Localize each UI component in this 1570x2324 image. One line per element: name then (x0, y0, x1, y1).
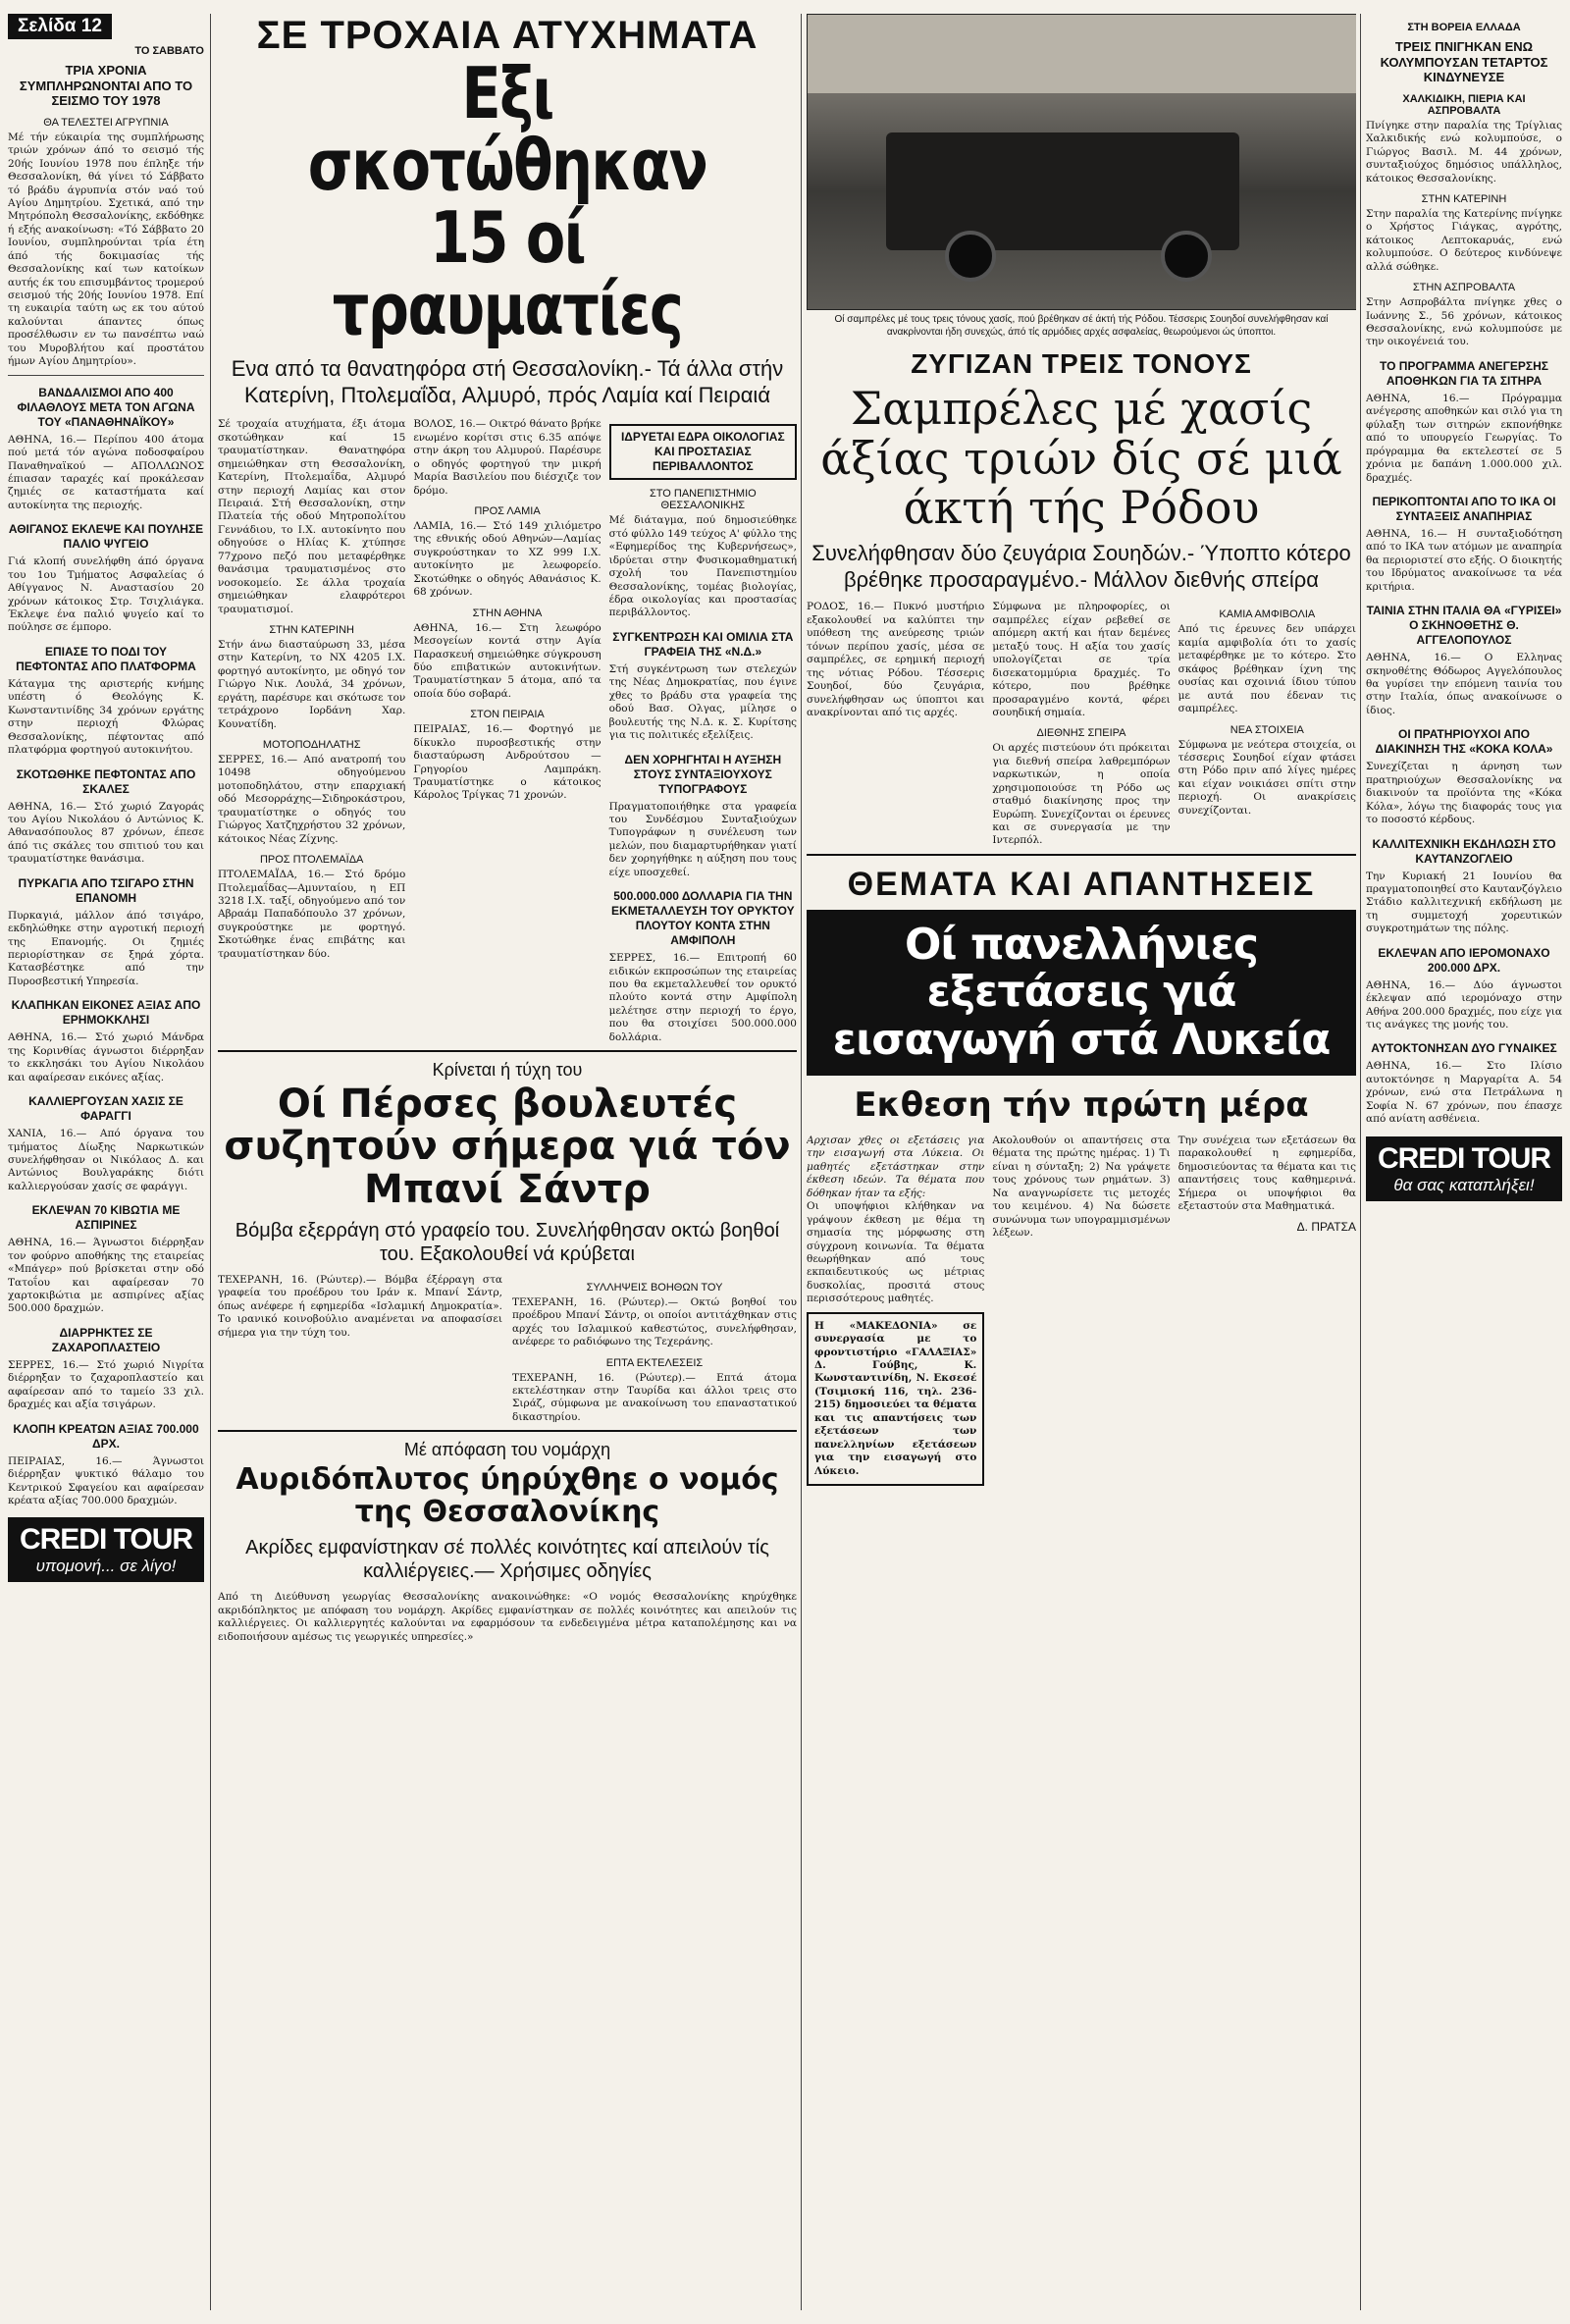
headline: Εκθεση τήν πρώτη μέρα (854, 1085, 1309, 1126)
headline: ΣΚΟΤΩΘΗΚΕ ΠΕΦΤΟΝΤΑΣ ΑΠΟ ΣΚΑΛΕΣ (16, 766, 196, 796)
page-header (8, 14, 204, 39)
headline: Οί Πέρσες βουλευτές συζητούν σήμερα γιά τόν Μπανί Σάντρ (224, 1082, 791, 1212)
headline: ΔΙΑΡΡΗΚΤΕΣ ΣΕ ΖΑΧΑΡΟΠΛΑΣΤΕΙΟ (51, 1325, 161, 1354)
article-body: ΑΘΗΝΑ, 16.— Η συνταξιοδότηση από το ΙΚΑ των ατόμων με αναπηρία θα περιοριστεί στο εξής. Ο διοικητής του Ιδρύματος ανακοίνωσε τα νέα κριτήρια. (1366, 527, 1562, 593)
subheadline: ΔΙΕΘΝΗΣ ΣΠΕΙΡΑ (1036, 727, 1126, 740)
article-body: Από τις έρευνες δεν υπάρχει καμία αμφιβολία ότι το χασίς μεταφέρθηκε με το κότερο. Στο σκάφος βρέθηκαν ίχνη της ουσίας και σχοινιά ίδιου τύπου με αυτά που έδεναν τις σαμπρέλες. (1178, 623, 1356, 715)
headline-kicker: ΣΤΗ ΒΟΡΕΙΑ ΕΛΛΑΔΑ (1407, 22, 1521, 33)
article-body: Στην παραλία της Κατερίνης πνίγηκε ο Χρήστος Γιάγκας, αγρότης, κάτοικος Λεπτοκαρυάς, ενώ κολυμπούσε. Ο δεύτερος κινδύνεψε αλλά σώθηκε. (1366, 207, 1562, 273)
article-body: Συνεχίζεται η άρνηση των πρατηριούχων Θεσσαλονίκης να διακινούν τα προϊόντα της «Κόκα Κόλα», λόγω της διαφοράς τους για το ποσοστό κέρδους. (1366, 761, 1562, 826)
article-column (807, 1135, 984, 1492)
article-body: ΣΕΡΡΕΣ, 16.— Επιτροπή 60 ειδικών εκπροσώπων της εταιρείας που θα εκμεταλλευθεί τον ορυκτό πλούτο κοντά στην Αμφίπολη μελέτησε στην περιοχή το έργο, που θα στοιχίσει 500.000.000 δολλάρια. (608, 952, 797, 1043)
article-body: ΣΕΡΡΕΣ, 16.— Στό χωριό Νιγρίτα διέρρηξαν το ζαχαροπλαστείο και αφαίρεσαν από το ταμείο 33 χιλ. δραχμές και αξία τσιγάρων. (8, 1358, 204, 1411)
ad-title: CREDI TOUR (1377, 1141, 1551, 1175)
article-columns (218, 1274, 797, 1425)
article-intro: Αρχισαν χθες οι εξετάσεις για την εισαγωγή στα Λύκεια. Οι μαθητές εξετάστηκαν στην έκθεση ιδεών. Τα θέματα που δόθηκαν ήταν τα εξής: (807, 1135, 985, 1199)
ad-subtitle: υπομονή... σε λίγο! (35, 1557, 177, 1576)
headline: ΤΟ ΠΡΟΓΡΑΜΜΑ ΑΝΕΓΕΡΣΗΣ ΑΠΟΘΗΚΩΝ ΓΙΑ ΤΑ ΣΙΤΗΡΑ (1380, 358, 1548, 388)
headline: ΔΕΝ ΧΟΡΗΓΗΤΑΙ Η ΑΥΞΗΣΗ ΣΤΟΥΣ ΣΥΝΤΑΞΙΟΥΧΟΥΣ ΤΥΠΟΓΡΑΦΟΥΣ (624, 752, 782, 796)
article-columns (807, 601, 1356, 847)
subheadline: ΚΑΜΙΑ ΑΜΦΙΒΟΛΙΑ (1219, 608, 1316, 621)
subheadline: ΠΡΟΣ ΠΤΟΛΕΜΑΪΔΑ (259, 854, 364, 867)
article-body: Ακολουθούν οι απαντήσεις στα θέματα της πρώτης ημέρας. 1) Τι είναι η σύνταξη; 2) Να γράψετε τους χρόνους των ρημάτων. 3) Να αναγνωρίσετε τις μετοχές του κειμένου. 4) Να δώσετε συνώνυμα των υπογραμμισμένων λέξεων. (992, 1135, 1171, 1240)
article-body: Πραγματοποιήθηκε στα γραφεία του Συνδέσμου Συνταξιούχων Τυπογράφων η συνέλευση των μελών, που διαμαρτυρήθηκαν γιατί δεν χορηγήθηκε η αύξηση που τους είχε υποσχεθεί. (608, 800, 797, 878)
boxed-article (609, 424, 797, 480)
headline: ΤΡΙΑ ΧΡΟΝΙΑ ΣΥΜΠΛΗΡΩΝΟΝΤΑΙ ΑΠΟ ΤΟ ΣΕΙΣΜΟ ΤΟΥ 1978 (19, 63, 193, 109)
divider (218, 1430, 797, 1432)
subheadline: ΣΥΛΛΗΨΕΙΣ ΒΟΗΘΩΝ ΤΟΥ (586, 1281, 723, 1294)
article-column (1178, 601, 1356, 847)
article-body: Στην Ασπροβάλτα πνίγηκε χθες ο Ιωάννης Σ., 56 χρόνων, κάτοικος Θεσσαλονίκης, ενώ κολυμπούσε με την οικογένειά του. (1366, 296, 1562, 348)
right-column (1366, 14, 1562, 1201)
headline: ΚΑΛΛΙΕΡΓΟΥΣΑΝ ΧΑΣΙΣ ΣΕ ΦΑΡΑΓΓΙ (28, 1094, 183, 1124)
article-body: ΣΕΡΡΕΣ, 16.— Από ανατροπή του 10498 οδηγούμενου μοτοποδηλάτου, στην επαρχιακή οδό Μεσορράχης—Σιδηροκάστρου, τραυματίστηκε ο οδηγός του Γιώργος Χατζηχρήστου 32 χρόνων, κάτοικος Νέας Ζίχνης. (218, 754, 406, 845)
article-column (992, 601, 1170, 847)
news-photo (807, 14, 1356, 310)
article-body: Την συνέχεια των εξετάσεων θα παρακολουθεί η εφημερίδα, δημοσιεύοντας τα θέματα και τις απαντήσεις τους καθημερινά. Σήμερα οι υποψήφιοι θα εξεταστούν στα Μαθηματικά. (1178, 1135, 1356, 1213)
headline: ΕΚΛΕΨΑΝ 70 ΚΙΒΩΤΙΑ ΜΕ ΑΣΠΙΡΙΝΕΣ (31, 1203, 181, 1233)
subheadline: ΣΤΗΝ ΑΣΠΡΟΒΑΛΤΑ (1412, 282, 1516, 294)
headline: ΣΥΓΚΕΝΤΡΩΣΗ ΚΑΙ ΟΜΙΛΙΑ ΣΤΑ ΓΡΑΦΕΙΑ ΤΗΣ «Ν.Δ.» (612, 629, 794, 659)
column-rule (801, 14, 802, 2310)
article-body: ΑΘΗΝΑ, 16.— Πρόγραμμα ανέγερσης αποθηκών και σιλό για τη φύλαξη των σιτηρών εκπονήθηκε από το υπουργείο Γεωργίας. Το πρόγραμμα θα εκτελεστεί σε 5 χρόνια με δαπάνη 1.000.000 χιλ. δραχμές. (1366, 392, 1562, 484)
headline-deck: Ακρίδες εμφανίστηκαν σέ πολλές κοινότητες καί απειλούν τίς καλλιέργειες.— Χρήσιμες οδηγίες (245, 1537, 769, 1583)
headline-kicker: ΖΥΓΙΖΑΝ ΤΡΕΙΣ ΤΟΝΟΥΣ (911, 348, 1252, 379)
article-column (609, 418, 797, 1044)
article-body: Από τη Διεύθυνση γεωργίας Θεσσαλονίκης ανακοινώθηκε: «Ο νομός Θεσσαλονίκης κηρύχθηκε ακριδόπληκτος με απόφαση του νομάρχη. Ακρίδες εμφανίστηκαν σε πολλές κοινότητες και απειλούν τις καλλιέργειες. Οι καλλιεργητές καλούνται να εφαρμόσουν τα ενδεδειγμένα μέτρα καταπολέμησης και να ειδοποιήσουν αμέσως τις γεωργικές υπηρεσίες.» (218, 1591, 797, 1643)
article-body: ΤΕΧΕΡΑΝΗ, 16. (Ρώυτερ).— Επτά άτομα εκτελέστηκαν στην Ταυρίδα και άλλοι τρεις στο Σιράζ, σύμφωνα με ανακοίνωση του επαναστατικού δικαστηρίου. (512, 1371, 797, 1423)
article-body: ΑΘΗΝΑ, 16.— Δύο άγνωστοι έκλεψαν από ιερομόναχο στην Αθήνα 200.000 δραχμές, που είχε για τις ανάγκες της μονής του. (1366, 978, 1562, 1031)
advertisement (1366, 1136, 1562, 1201)
headline: ΠΕΡΙΚΟΠΤΟΝΤΑΙ ΑΠΟ ΤΟ ΙΚΑ ΟΙ ΣΥΝΤΑΞΕΙΣ ΑΝΑΠΗΡΙΑΣ (1372, 494, 1556, 523)
article-body: ΒΟΛΟΣ, 16.— Οικτρό θάνατο βρήκε ενωμένο κορίτσι στις 6.35 απόψε στην άκρη του Αλμυρού. Παρέσυρε ο οδηγός φορτηγού την μικρή Μαρία Βασιλείου που διέσχιζε τον δρόμο. (413, 418, 602, 497)
headline-deck: Βόμβα εξερράγη στό γραφείο του. Συνελήφθησαν οκτώ βοηθοί του. Εξακολουθεί νά κρύβεται (235, 1219, 780, 1265)
author-signature: Δ. ΠΡΑΤΣΑ (1296, 1219, 1356, 1234)
article-column (807, 601, 984, 847)
section-banner: ΘΕΜΑΤΑ ΚΑΙ ΑΠΑΝΤΗΣΕΙΣ (847, 865, 1316, 903)
headline-deck: Συνελήφθησαν δύο ζευγάρια Σουηδών.- Ύποπτο κότερο βρέθηκε προσαραγμένο.- Μάλλον διεθνής σπείρα (811, 540, 1351, 592)
column-rule (1360, 14, 1361, 2310)
article-column (218, 418, 405, 1044)
headline-kicker: Κρίνεται ή τύχη του (432, 1060, 583, 1081)
article-column (512, 1274, 797, 1425)
divider (807, 854, 1356, 856)
ad-title: CREDI TOUR (19, 1523, 193, 1557)
divider (8, 375, 204, 376)
left-column (8, 14, 204, 1582)
section-banner: ΣΕ ΤΡΟΧΑΙΑ ΑΤΥΧΗΜΑΤΑ (256, 14, 759, 57)
article-body: ΤΕΧΕΡΑΝΗ, 16. (Ρώυτερ).— Βόμβα έξέρραγη στα γραφεία του προέδρου του Ιράν κ. Μπανί Σάντρ, όπως ανέφερε ή εφημερίδα «Ισλαμική Δημοκρατία». Το ιρανικό κοινοβούλιο αναμένεται να αποφασίσει σήμερα για την τύχη του. (218, 1273, 502, 1339)
photo-caption: Οί σαμπρέλες μέ τους τρεις τόνους χασίς, πού βρέθηκαν σέ άκτή τής Ρόδου. Τέσσερις Σουηδοί συνελήφθησαν καί ανακρίνονται ήδη συνεχώς, άπό τίς αρμόδιες αρχές ασφαλείας, θεωρούμενοι ώς ύποπτοι. (834, 314, 1329, 338)
article-column (413, 418, 601, 1044)
article-body: Στήν άνω διασταύρωση 33, μέσα στην Κατερίνη, το ΝΧ 4205 Ι.Χ. φορτηγό αυτοκίνητο, με οδηγό τον Γιώργο Νικ. Λουλά, 34 χρόνων, εργάτη, παρέσυρε και σκότωσε τον τετράχρονο Ιορδάνη Χαρ. Κουνατίδη. (218, 638, 406, 730)
article-body: Σύμφωνα με πληροφορίες, οι σαμπρέλες είχαν ρεβεθεί σε απόμερη ακτή και ήταν δεμένες μεταξύ τους. Η αξία του χασίς υπολογίζεται σε τρία δισεκατομμύρια δραχμές. Το κότερο, που βρέθηκε προσαραγμένο κοντά, φέρει σουηδική σημαία. (992, 601, 1171, 718)
article-body: ΠΤΟΛΕΜΑΪΔΑ, 16.— Στό δρόμο Πτολεμαΐδας—Αμυνταίου, η ΕΠ 3218 Ι.Χ. ταξί, οδηγούμενο από τον Αβραάμ Παπαδόπουλο 37 χρόνων, συγκρούστηκε με φορτηγό. Σκοτώθηκε ένας επιβάτης και τραυματίστηκαν δύο. (218, 869, 406, 960)
subheadline: ΜΟΤΟΠΟΔΗΛΑΤΗΣ (262, 739, 361, 752)
article-body: Οι αρχές πιστεύουν ότι πρόκειται για διεθνή σπείρα λαθρεμπόρων ναρκωτικών, η οποία χρησιμοποιούσε τη Ρόδο ως σταθμό διακίνησης προς την Ευρώπη. Συνεχίζονται οι έρευνες και σε συνεργασία με την Ιντερπόλ. (992, 742, 1171, 847)
headline: Σαμπρέλες μέ χασίς άξίας τριών δίς σέ μιά άκτή τής Ρόδου (820, 382, 1342, 535)
article-body: Την Κυριακή 21 Ιουνίου θα πραγματοποιηθεί στο Καυτανζόγλειο Στάδιο καλλιτεχνική εκδήλωση με τη συμμετοχή χορευτικών συγκροτημάτων της πόλης. (1366, 870, 1562, 935)
article-body: ΠΕΙΡΑΙΑΣ, 16.— Άγνωστοι διέρρηξαν ψυκτικό θάλαμο του Κεντρικού Σφαγείου και αφαίρεσαν κρέατα αξίας 700.000 δραχμών. (8, 1454, 204, 1506)
headline: 500.000.000 ΔΟΛΛΑΡΙΑ ΓΙΑ ΤΗΝ ΕΚΜΕΤΑΛΛΕΥΣΗ ΤΟΥ ΟΡΥΚΤΟΥ ΠΛΟΥΤΟΥ ΚΟΝΤΑ ΣΤΗΝ ΑΜΦΙΠΟΛΗ (611, 889, 795, 948)
article-body: Σύμφωνα με νεότερα στοιχεία, οι τέσσερις Σουηδοί είχαν φτάσει στη Ρόδο πριν από λίγες ημέρες και είχαν νοικιάσει σπίτι στην περιοχή. Οι ανακρίσεις συνεχίζονται. (1178, 738, 1356, 817)
subheadline: ΠΡΟΣ ΛΑΜΙΑ (474, 505, 541, 518)
headline: Αυριδόπλυτος ύηρύχθηε ο νομός της Θεσσαλονίκης (236, 1462, 779, 1530)
photo-wheel (945, 231, 996, 282)
article-body: Μέ τήν εύκαιρία της συμπλήρωσης τριών χρόνων άπό το σεισμό τής 20ής Ιουνίου 1978 που έπληξε τήν Θεσσαλονίκη, θά γίνει τό Σάββατο τό βράδυ άγρυπνία στόν ναό τού Αγίου Δημητρίου. Σχετικά, από την Μητρόπολη Θεσσαλονίκης, εκδόθηκε ή εξής ανακοίνωση: «Τό Σάββατο 20 Ιουνίου, συμπληρούνται τρία έτη άπό τής δοκιμασίας τής Θεσσαλονίκης καί των κατοίκων αυτής έκ του επισυμβάντος τρομερού σεισμού τής 20ής Ιουνίου 1978. Επί τη ευκαιρία ταύτη ως εκ του αύτού καλούνται άπαντες όπως προσέλθωσιν εν τω πανσέπτω ναώ του Μυροβλήτου καί προστάτου ήμων Αγίου Δημητρίου». (8, 131, 204, 368)
headline: ΚΛΑΠΗΚΑΝ ΕΙΚΟΝΕΣ ΑΞΙΑΣ ΑΠΟ ΕΡΗΜΟΚΚΛΗΣΙ (11, 998, 201, 1028)
center-left-column (218, 14, 797, 1644)
headline: ΤΡΕΙΣ ΠΝΙΓΗΚΑΝ ΕΝΩ ΚΟΛΥΜΠΟΥΣΑΝ ΤΕΤΑΡΤΟΣ ΚΙΝΔΥΝΕΥΣΕ (1380, 39, 1548, 85)
article-body: ΡΟΔΟΣ, 16.— Πυκνό μυστήριο εξακολουθεί να καλύπτει την υπόθεση της ανεύρεσης τριών τόνων περίπου χασίς, μέσα σε σαμπρέλες, σε ερημική περιοχή της νότιας Ρόδου. Τέσσερις Σουηδοί, δύο ζευγάρια, συνελήφθησαν ως ύποπτοι και ανακρίνονται από τις αρχές. (807, 601, 985, 718)
article-columns (218, 418, 797, 1044)
headline: ΚΛΟΠΗ ΚΡΕΑΤΩΝ ΑΞΙΑΣ 700.000 ΔΡΧ. (13, 1421, 199, 1451)
subheadline: ΣΤΗΝ ΑΘΗΝΑ (472, 607, 543, 619)
headline-banner: Οί πανελλήνιες εξετάσεις γιά εισαγωγή στά Λυκεία (807, 910, 1356, 1076)
article-body: Κάταγμα της αριστερής κνήμης υπέστη ό Θεολόγης Κ. Κωνσταντινίδης 34 χρόνων εργάτης στην περιοχή Φλώρας Θεσσαλονίκης, πέφτοντας από πλατφόρμα φορτηγού αυτοκινήτου. (8, 677, 204, 757)
article-column (218, 1274, 502, 1425)
subheadline: ΝΕΑ ΣΤΟΙΧΕΙΑ (1230, 723, 1304, 736)
photo-building (808, 15, 1356, 93)
day-label: ΤΟ ΣΑΒΒΑΤΟ (134, 45, 204, 57)
subheadline: ΣΤΗΝ ΚΑΤΕΡΙΝΗ (1421, 192, 1507, 205)
subheadline: ΣΤΟ ΠΑΝΕΠΙΣΤΗΜΙΟ ΘΕΣΣΑΛΟΝΙΚΗΣ (649, 488, 757, 512)
article-body: ΑΘΗΝΑ, 16.— Άγνωστοι διέρρηξαν τον φούρνο αποθήκης της εταιρείας «Μπάγερ» πού βρίσκεται στην οδό Τατοΐου και αφαίρεσαν 70 χαρτοκιβώτια με ασπιρίνες αξίας 500.000 δραχμών. (8, 1237, 204, 1315)
article-body: Στή συγκέντρωση των στελεχών της Νέας Δημοκρατίας, που έγινε χθες το βράδυ στα γραφεία της οδού Βασ. Ολγας, μίλησε ο βουλευτής της Ν.Δ. κ. Σ. Κυρίτσης για τις πολιτικές εξελίξεις. (608, 662, 797, 742)
headline: ΕΠΙΑΣΕ ΤΟ ΠΟΔΙ ΤΟΥ ΠΕΦΤΟΝΤΑΣ ΑΠΟ ΠΛΑΤΦΟΡΜΑ (16, 644, 196, 673)
article-column (1178, 1135, 1356, 1492)
headline: ΒΑΝΔΑΛΙΣΜΟΙ ΑΠΟ 400 ΦΙΛΑΘΛΟΥΣ ΜΕΤΑ ΤΟΝ ΑΓΩΝΑ ΤΟΥ «ΠΑΝΑΘΗΝΑΪΚΟΥ» (17, 385, 195, 429)
headline: ΑΥΤΟΚΤΟΝΗΣΑΝ ΔΥΟ ΓΥΝΑΙΚΕΣ (1371, 1041, 1557, 1056)
article-column (992, 1135, 1170, 1492)
headline: ΟΙ ΠΡΑΤΗΡΙΟΥΧΟΙ ΑΠΟ ΔΙΑΚΙΝΗΣΗ ΤΗΣ «ΚΟΚΑ ΚΟΛΑ» (1375, 727, 1553, 757)
main-headline: Εξι σκοτώθηκαν 15 οί τραυματίες (307, 52, 707, 351)
article-body: ΑΘΗΝΑ, 16.— Στό χωριό Μάνδρα της Κορινθίας άγνωστοι διέρρηξαν το εκκλησάκι του Αγίου Νικολάου και αφαίρεσαν εικόνες αξίας. (8, 1031, 204, 1083)
headline: ΤΑΙΝΙΑ ΣΤΗΝ ΙΤΑΛΙΑ ΘΑ «ΓΥΡΙΣΕΙ» Ο ΣΚΗΝΟΘΕΤΗΣ Θ. ΑΓΓΕΛΟΠΟΥΛΟΣ (1366, 604, 1562, 648)
subheadline: ΣΤΗΝ ΚΑΤΕΡΙΝΗ (269, 623, 354, 636)
subheadline: ΣΤΟΝ ΠΕΙΡΑΙΑ (470, 709, 545, 721)
article-body: Μέ διάταγμα, πού δημοσιεύθηκε στό φύλλο 149 τεύχος Α' φύλλο της «Εφημερίδος της Κυβερνήσεως», ιδρύεται στην Φυσικομαθηματική σχολή του Πανεπιστημίου Θεσσαλονίκης, τομέας βιολογίας, έδρα οικολογίας και προστασίας περιβάλλοντος. (608, 514, 797, 619)
article-body: ΠΕΙΡΑΙΑΣ, 16.— Φορτηγό με δίκυκλο πυροσβεστικής στην διασταύρωση Ανδρούτσου — Γρηγορίου Λαμπράκη. Τραυματίστηκε ο κάτοικος Κάρολος Τρίγκας 71 χρονών. (413, 723, 602, 802)
subheadline: ΕΠΤΑ ΕΚΤΕΛΕΣΕΙΣ (605, 1356, 704, 1369)
headline: ΕΚΛΕΨΑΝ ΑΠΟ ΙΕΡΟΜΟΝΑΧΟ 200.000 ΔΡΧ. (1378, 945, 1550, 975)
subheadline: ΧΑΛΚΙΔΙΚΗ, ΠΙΕΡΙΑ ΚΑΙ ΑΣΠΡΟΒΑΛΤΑ (1402, 92, 1526, 117)
article-body: ΑΘΗΝΑ, 16.— Στό χωριό Ζαγοράς του Αγίου Νικολάου ό Αντώνιος Κ. Αθανασόπουλος 87 χρόνων, έπεσε άπό τις σκάλες του σπιτιού του και τραυματίστηκε θανάσιμα. (8, 800, 204, 866)
article-body: Οι υποψήφιοι κλήθηκαν να γράψουν έκθεση με θέμα τη σημασία της μόρφωσης στη σύγχρονη κοινωνία. Τα θέματα θεωρήθηκαν από τους εκπαιδευτικούς ως μέτριας δυσκολίας, προσιτά στους περισσότερους μαθητές. (807, 1200, 985, 1305)
article-body: ΑΘΗΝΑ, 16.— Στο Ιλίσιο αυτοκτόνησε η Μαργαρίτα Α. 54 χρόνων, ενώ στα Πετράλωνα η Σοφία Ν. 67 χρόνων, που έπασχε από ανίατη ασθένεια. (1366, 1060, 1562, 1126)
headline: ΚΑΛΛΙΤΕΧΝΙΚΗ ΕΚΔΗΛΩΣΗ ΣΤΟ ΚΑΥΤΑΝΖΟΓΛΕΙΟ (1372, 836, 1556, 866)
article-columns (807, 1135, 1356, 1492)
center-right-column (807, 14, 1356, 1492)
article-body: ΧΑΝΙΑ, 16.— Από όργανα του τμήματος Δίωξης Ναρκωτικών συνελήφθησαν οι Νικόλαος Δ. και Αντώνιος Βουλγαράκης διότι καλλιεργούσαν χασίς σε φαράγγι. (8, 1128, 204, 1192)
headline: ΑΘΙΓΑΝΟΣ ΕΚΛΕΨΕ ΚΑΙ ΠΟΥΛΗΣΕ ΠΑΛΙΟ ΨΥΓΕΙΟ (8, 522, 204, 552)
article-body: Σέ τροχαία ατυχήματα, έξι άτομα σκοτώθηκαν καί 15 τραυματίστηκαν. Θανατηφόρα σημειώθηκαν στη Θεσσαλονίκη, Κατερίνη, Πτολεμαΐδα, Αλμυρό στην περιοχή Λαμίας και στον Πειραιά. Στή Θεσσαλονίκη, στην Πλατεία τής οδού Μητροπολίτου Γεννάδιου, το Ι.Χ. αυτοκίνητο που οδηγούσε ο Ηλίας Κ. χτύπησε 77χρονο πεζό που μεταφέρθηκε θανάσιμα τραυματισμένος στο νοσοκομείο. Σε άλλα τροχαία σημειώθηκαν ελαφρότεροι τραυματισμοί. (218, 418, 406, 615)
boxed-note (807, 1312, 984, 1486)
article-body: ΛΑΜΙΑ, 16.— Στό 149 χιλιόμετρο της εθνικής οδού Αθηνών—Λαμίας συγκρούστηκαν το ΧΖ 999 Ι.Χ. αυτοκίνητο με λεωφορείο. Σκοτώθηκε ο οδηγός Αθανάσιος Κ. 68 χρόνων. (413, 520, 602, 599)
note-body: Η «ΜΑΚΕΔΟΝΙΑ» σε συνεργασία με το φροντιστήριο «ΓΑΛΑΞΙΑΣ» Δ. Γούβης, Κ. Κωνσταντινίδη, Ν. Εκσεσέ (Τσιμισκή 116, τηλ. 236-215) δημοσιεύει τα θέματα και τις απαντήσεις των εξετάσεων των πανελληνίων εξετάσεων για την εισαγωγή στο Λύκειο. (814, 1319, 977, 1477)
column-rule (210, 14, 211, 2310)
article-body: Πνίγηκε στην παραλία της Τρίγλιας Χαλκιδικής ενώ κολυμπούσε, ο Γιώργος Βασιλ. Μ. 44 χρόνων, συνταξιούχος δημόσιος υπάλληλος, κάτοικος Θεσσαλονίκης. (1366, 119, 1562, 185)
article-body: ΑΘΗΝΑ, 16.— Περίπου 400 άτομα πού μετά τόν αγώνα ποδοσφαίρου Παναθηναϊκού — ΑΠΟΛΛΩΝΟΣ έπιασαν ταραχές καί προκάλεσαν ζημιές σε καταστήματα καί αυτοκίνητα της περιοχής. (8, 433, 204, 511)
article-body: ΤΕΧΕΡΑΝΗ, 16. (Ρώυτερ).— Οκτώ βοηθοί του προέδρου Μπανί Σάντρ, οι οποίοι αντιτάχθηκαν στις αρχές του Ισλαμικού καθεστώτος, συνελήφθησαν, ανέφερε το ραδιόφωνο της Τεχεράνης. (512, 1295, 797, 1348)
subheadline: ΘΑ ΤΕΛΕΣΤΕΙ ΑΓΡΥΠΝΙΑ (43, 116, 169, 129)
headline: ΙΔΡΥΕΤΑΙ ΕΔΡΑ ΟΙΚΟΛΟΓΙΑΣ ΚΑΙ ΠΡΟΣΤΑΣΙΑΣ ΠΕΡΙΒΑΛΛΟΝΤΟΣ (620, 430, 785, 474)
advertisement (8, 1517, 204, 1582)
divider (218, 1050, 797, 1052)
article-body: Πυρκαγιά, μάλλον άπό τσιγάρο, εκδηλώθηκε στην αγροτική περιοχή της Επανομής. Οι ζημιές περιορίστηκαν σε ξηρά χόρτα. Κατασβέστηκε από την Πυροσβεστική Υπηρεσία. (8, 909, 204, 987)
article-body: Γιά κλοπή συνελήφθη άπό όργανα του 1ου Τμήματος Ασφαλείας ό Αθίγγανος Ν. Αναστασίου 20 χρόνων κάτοικος Στρ. Τσιχλιάγκα. Έκλεψε ένα παλιό ψυγείο καί το πούλησε σε έμπορο. (8, 555, 204, 634)
headline-deck: Ενα από τα θανατηφόρα στή Θεσσαλονίκη.- Τά άλλα στήν Κατερίνη, Πτολεμαΐδα, Αλμυρό, πρός Λαμία καί Πειραιά (231, 355, 784, 407)
article-body: ΑΘΗΝΑ, 16.— Ο Ελληνας σκηνοθέτης Θόδωρος Αγγελόπουλος θα γυρίσει την επόμενη ταινία του στην Ιταλία, όπως ανακοίνωσε ο ίδιος. (1366, 652, 1562, 716)
photo-wheel (1161, 231, 1212, 282)
page-number-tag: Σελίδα 12 (8, 14, 112, 39)
headline: ΠΥΡΚΑΓΙΑ ΑΠΟ ΤΣΙΓΑΡΟ ΣΤΗΝ ΕΠΑΝΟΜΗ (18, 875, 194, 905)
ad-subtitle: θα σας καταπλήξει! (1393, 1175, 1535, 1194)
headline-kicker: Μέ απόφαση του νομάρχη (403, 1440, 611, 1460)
article-body: ΑΘΗΝΑ, 16.— Στη λεωφόρο Μεσογείων κοντά στην Αγία Παρασκευή σημειώθηκε σύγκρουση δύο επιβατικών αυτοκινήτων. Τραυματίστηκαν 5 άτομα, από τα οποία δύο σοβαρά. (413, 621, 602, 700)
